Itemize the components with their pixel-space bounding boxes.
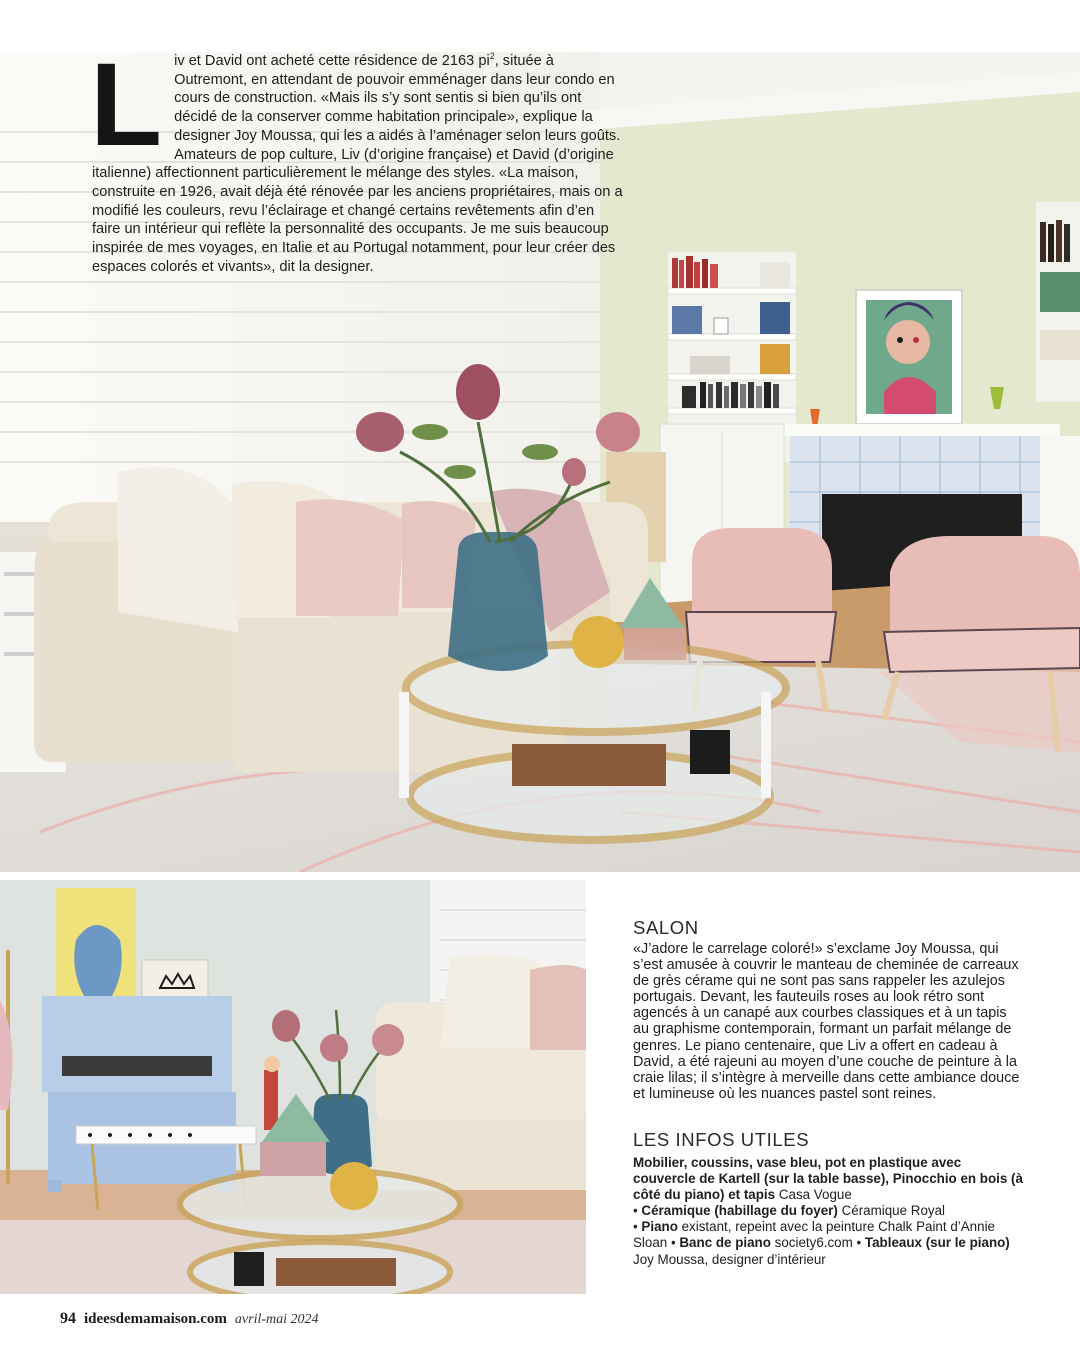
intro-superscript: 2 bbox=[489, 51, 495, 62]
credit-bullet: • bbox=[633, 1219, 642, 1235]
credit-furniture-label: Mobilier, coussins, vase bleu, pot en plastique avec couvercle de Kartell (sur la table basse), Pinocchio en bois (à côté du piano) et tapis bbox=[633, 1154, 1023, 1203]
credit-furniture-source: Casa Vogue bbox=[775, 1187, 852, 1203]
credits-paragraph bbox=[633, 1155, 1025, 1268]
credit-paintings-label: Tableaux (sur le piano) bbox=[864, 1235, 1010, 1251]
intro-text-start: iv et David ont acheté cette résidence de 2163 pi bbox=[174, 53, 490, 69]
infos-heading: LES INFOS UTILES bbox=[633, 1128, 810, 1150]
credit-paintings-source: Joy Moussa, designer d’intérieur bbox=[633, 1251, 826, 1267]
credit-ceramic-label: Céramique (habillage du foyer) bbox=[641, 1203, 838, 1219]
credit-ceramic-source: Céramique Royal bbox=[837, 1203, 946, 1219]
salon-heading: SALON bbox=[633, 917, 699, 938]
sidebar-column bbox=[633, 916, 1025, 1268]
credit-bench-label: Banc de piano bbox=[679, 1235, 771, 1251]
piano-room-photo bbox=[0, 880, 586, 1294]
issue-date: avril-mai 2024 bbox=[234, 1312, 319, 1327]
piano-room-illustration bbox=[0, 880, 586, 1294]
drop-cap: L bbox=[90, 39, 163, 171]
article-intro bbox=[90, 39, 624, 276]
salon-paragraph: «J’adore le carrelage coloré!» s’exclame Joy Moussa, qui s’est amusée à couvrir le manteau de cheminée de carreaux de grès cérame qui ne sont pas sans rappeler les azulejos portugais. Devant, les fauteuils roses au look rétro sont agencés à un canapé aux courbes classiques et à un tapis au graphisme contemporain, formant un parfait mélange de genres. Le piano centenaire, que Liv a offert en cadeau à David, a été rajeuni au moyen d’une couche de peinture à la craie lilas; il s’intègre à merveille dans cette ambiance douce et lumineuse où les nuances pastel sont reines. bbox=[633, 941, 1020, 1102]
page-number: 94 bbox=[60, 1310, 76, 1327]
magazine-website: ideesdemamaison.com bbox=[84, 1311, 227, 1327]
page-footer bbox=[60, 1310, 319, 1334]
credit-piano-label: Piano bbox=[641, 1219, 678, 1235]
intro-text-rest: , située à Outremont, en attendant de pouvoir emménager dans leur condo en cours de construction. «Mais ils s’y sont sentis si bien qu’ils ont décidé de la conserver comme habitation principale», explique la designer Joy Moussa, qui les a aidés à l’aménager selon leurs goûts. Amateurs de pop culture, Liv (d’origine française) et David (d’origine italienne) affectionnent particulièrement le mélange des styles. «La maison, construite en 1926, avait déjà été rénovée par les anciens propriétaires, mais on a modifié les couleurs, revu l’éclairage et changé certains revêtements afin d’en faire un intérieur qui reflète la personnalité des occupants. Je me suis beaucoup inspirée de mes voyages, en Italie et au Portugal notamment, pour leur créer des espaces colorés et vivants», dit la designer. bbox=[92, 53, 623, 275]
credit-bullet: • bbox=[633, 1203, 642, 1219]
credit-piano-source: existant, repeint avec la peinture Chalk Paint d’Annie Sloan • bbox=[633, 1219, 995, 1251]
credit-bench-source: society6.com • bbox=[770, 1235, 865, 1251]
